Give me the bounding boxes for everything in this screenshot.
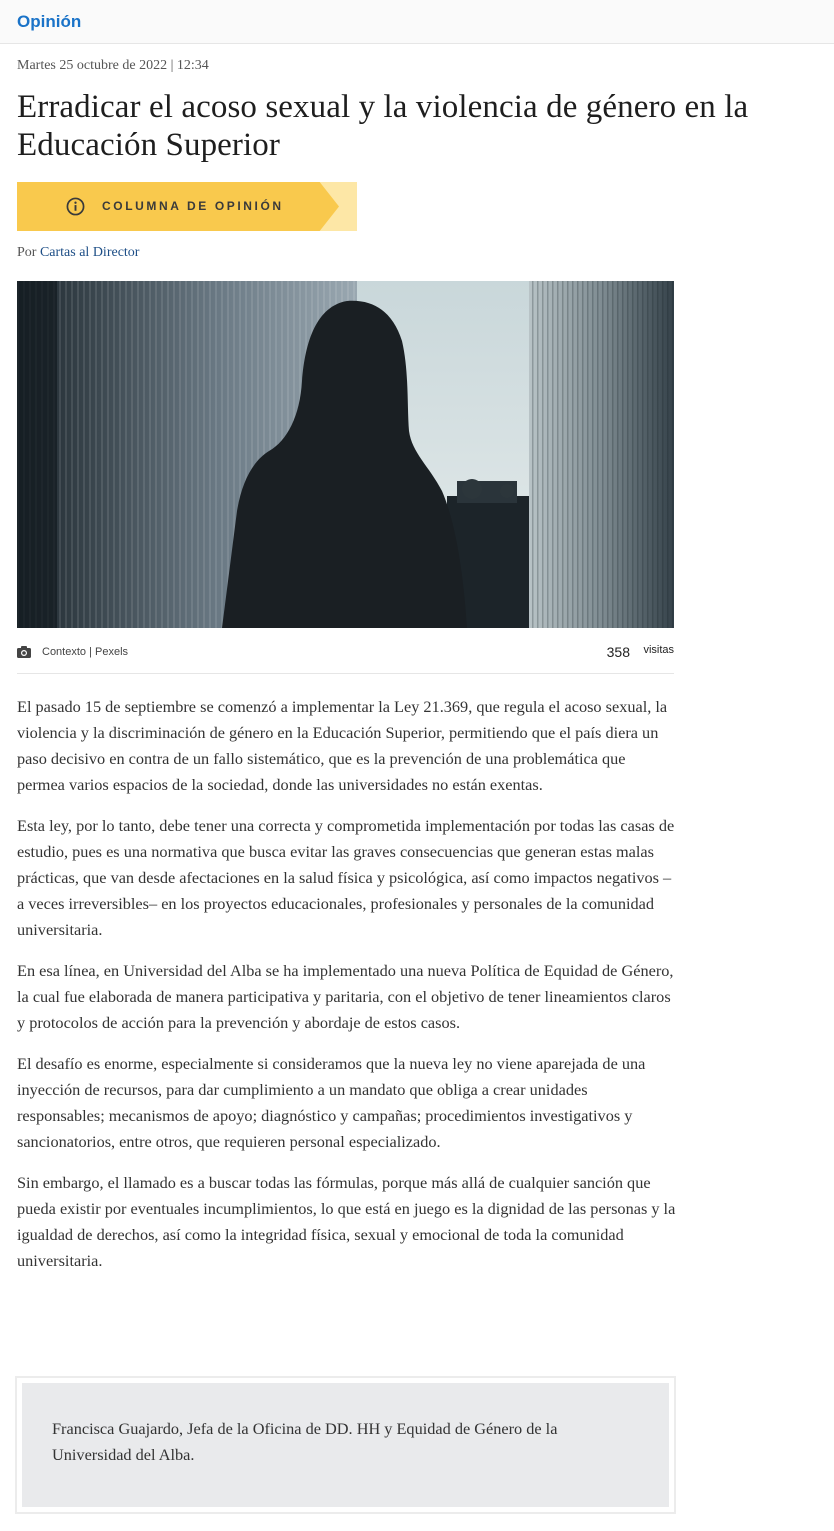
author-signature-inner [22,1383,669,1507]
image-caption: Contexto | Pexels [42,646,129,658]
article-body [17,694,677,1289]
image-caption-row [17,640,674,674]
article-photo [17,281,674,628]
info-circle-icon [66,197,85,216]
article-dateline: Martes 25 octubre de 2022 | 12:34 [17,58,209,73]
author-signature-box [15,1376,676,1514]
author-link[interactable]: Cartas al Director [39,245,140,260]
paragraph: El desafío es enorme, especialmente si consideramos que la nueva ley no viene aparejada de una inyección de recursos, para dar cumplimiento a un mandato que obliga a crear unidades responsables; mecanismos de apoyo; diagnóstico y campañas; procedimientos investigativos y sancionatorios, entre otros, que requieren personal especializado. [17,1054,646,1151]
silhouette-photo [17,281,674,628]
article-byline [17,245,139,261]
opinion-column-badge [17,182,357,231]
paragraph: Esta ley, por lo tanto, debe tener una correcta y comprometida implementación por todas las casas de estudio, pues es una normativa que busca evitar las graves consecuencias que generan estas malas prácticas, que van desde afectaciones en la salud física y psicológica, así como impactos negativos –a veces irreversibles– en los proyectos educacionales, profesionales y personales de la comunidad universitaria. [17,816,675,939]
top-bar [0,0,834,44]
byline-prefix: Por [17,245,37,260]
paragraph: El pasado 15 de septiembre se comenzó a implementar la Ley 21.369, que regula el acoso sexual, la violencia y la discriminación de género en la Educación Superior, permitiendo que el país diera un paso decisivo en contra de un fallo sistemático, que es la prevención de una problemática que permea varios espacios de la sociedad, donde las universidades no están exentas. [17,697,668,794]
badge-label: COLUMNA DE OPINIÓN [102,199,284,213]
camera-icon [17,646,31,658]
paragraph: En esa línea, en Universidad del Alba se ha implementado una nueva Política de Equidad de Género, la cual fue elaborada de manera participativa y paritaria, con el objetivo de tener lineamientos claros y protocolos de acción para la prevención y abordaje de estos casos. [17,961,674,1032]
section-link-opinion[interactable]: Opinión [17,12,82,31]
author-signature: Francisca Guajardo, Jefa de la Oficina de DD. HH y Equidad de Género de la Universidad del Alba. [52,1419,558,1464]
article-title: Erradicar el acoso sexual y la violencia de género en la Educación Superior [17,89,749,163]
visits-label: visitas [643,644,674,656]
visits-count: 358 [606,644,630,660]
paragraph: Sin embargo, el llamado es a buscar todas las fórmulas, porque más allá de cualquier sanción que pueda existir por eventuales incumplimientos, lo que está en juego es la dignidad de las personas y la igualdad de derechos, así como la integridad física, sexual y emocional de toda la comunidad universitaria. [17,1173,676,1270]
